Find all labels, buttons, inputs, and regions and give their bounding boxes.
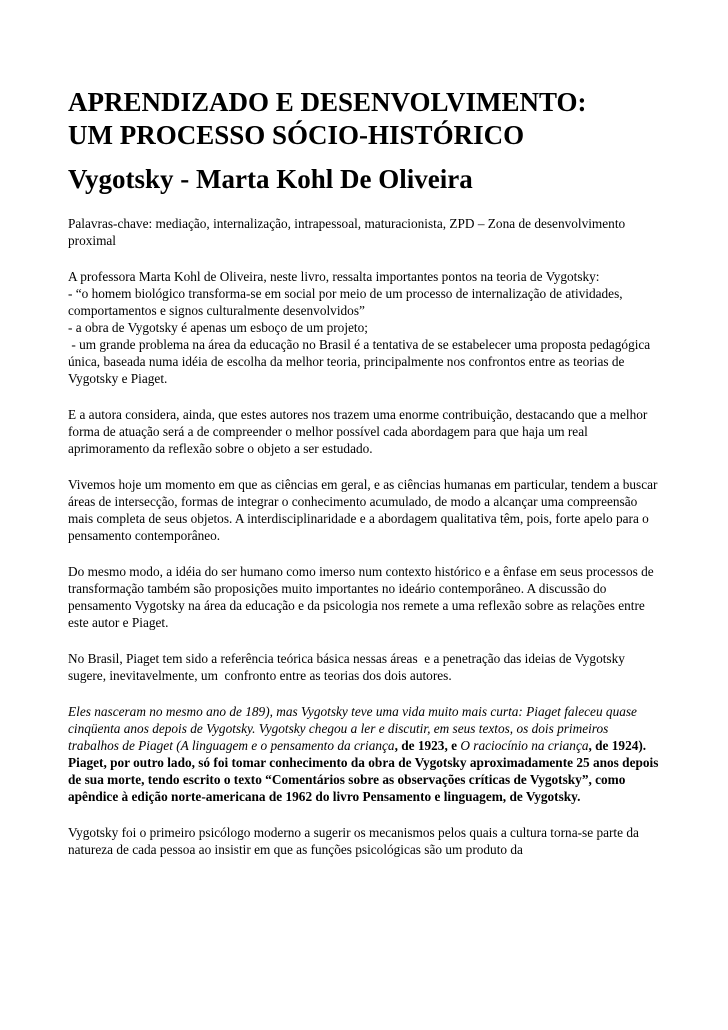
paragraph-1 (68, 268, 662, 387)
paragraph-6-italic: Eles nasceram no mesmo ano de 189), mas Vygotsky teve uma vida muito mais curta: Piaget faleceu quase cinqüenta anos depois de Vygotsky. Vygotsky chegou a ler e discutir, em seus textos, os dois primeiros trabalhos de Piaget (A linguagem e o pensamento da criança (68, 704, 637, 753)
paragraph-6 (68, 703, 662, 805)
document-content (68, 86, 662, 858)
paragraph-1-item-3: - um grande problema na área da educação no Brasil é a tentativa de se estabelecer uma proposta pedagógica única, baseada numa idéia de escolha da melhor teoria, principalmente nos confrontos entre as teorias de Vygotsky e Piaget. (68, 337, 654, 386)
document-title (68, 86, 662, 152)
title-line-2: UM PROCESSO SÓCIO-HISTÓRICO (68, 120, 525, 150)
paragraph-1-item-2: - a obra de Vygotsky é apenas um esboço de um projeto; (68, 320, 368, 335)
paragraph-1-item-1: - “o homem biológico transforma-se em social por meio de um processo de internalização de atividades, comportamentos e signos culturalmente desenvolvidos” (68, 286, 623, 318)
keywords-paragraph: Palavras-chave: mediação, internalização, intrapessoal, maturacionista, ZPD – Zona de desenvolvimento proximal (68, 216, 626, 248)
paragraph-5: No Brasil, Piaget tem sido a referência teórica básica nessas áreas e a penetração das ideias de Vygotsky sugere, inevitavelmente, um confronto entre as teorias dos dois autores. (68, 651, 629, 683)
document-subtitle: Vygotsky - Marta Kohl De Oliveira (68, 164, 473, 194)
paragraph-7: Vygotsky foi o primeiro psicólogo moderno a sugerir os mecanismos pelos quais a cultura torna-se parte da natureza de cada pessoa ao insistir em que as funções psicológicas são um produto da (68, 825, 639, 857)
title-line-1: APRENDIZADO E DESENVOLVIMENTO: (68, 87, 587, 117)
paragraph-1-intro: A professora Marta Kohl de Oliveira, neste livro, ressalta importantes pontos na teoria de Vygotsky: (68, 269, 600, 284)
paragraph-3: Vivemos hoje um momento em que as ciências em geral, e as ciências humanas em particular, tendem a buscar áreas de intersecção, formas de integrar o conhecimento acumulado, de modo a alcançar uma compreensão mais completa de seus objetos. A interdisciplinaridade e a abordagem qualitativa têm, pois, forte apelo para o pensamento contemporâneo. (68, 477, 658, 543)
paragraph-6-italic-book: O raciocínio na criança (460, 738, 589, 753)
paragraph-6-bold-year: , de 1923, e (394, 738, 461, 753)
paragraph-4: Do mesmo modo, a idéia do ser humano como imerso num contexto histórico e a ênfase em seus processos de transformação também são proposições muito importantes no ideário contemporâneo. A discussão do pensamento Vygotsky na área da educação e da psicologia nos remete a uma reflexão sobre as relações entre este autor e Piaget. (68, 564, 654, 630)
paragraph-2: E a autora considera, ainda, que estes autores nos trazem uma enorme contribuição, destacando que a melhor forma de atuação será a de compreender o melhor possível cada abordagem para que haja um real aprimoramento da reflexão sobre o objeto a ser estudado. (68, 407, 648, 456)
paragraph-6-bold-rest: , de 1924). Piaget, por outro lado, só foi tomar conhecimento da obra de Vygotsky aproximadamente 25 anos depois de sua morte, tendo escrito o texto “Comentários sobre as observações críticas de Vygotsky”, como apêndice à edição norte-americana de 1962 do livro Pensamento e linguagem, de Vygotsky. (68, 738, 659, 804)
